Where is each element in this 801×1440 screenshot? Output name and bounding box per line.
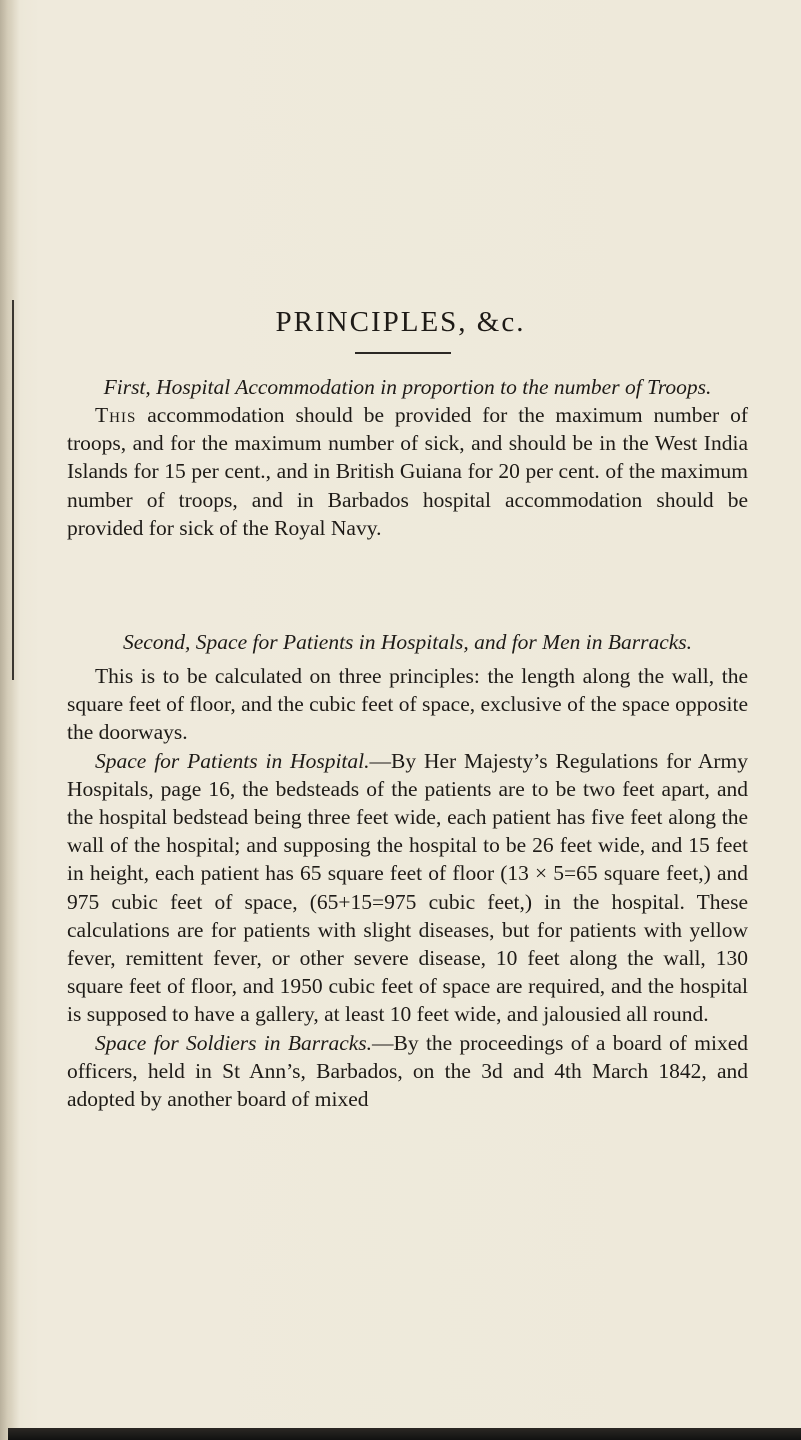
- gutter-line: [12, 300, 14, 680]
- page-bottom-edge: [8, 1428, 801, 1440]
- section-heading-second: Second, Space for Patients in Hospitals, and for Men in Barracks.: [122, 630, 693, 654]
- paragraph-second-3: [67, 1029, 748, 1114]
- paragraph-lead-italic: Space for Patients in Hospital.: [95, 748, 370, 773]
- paragraph-second-1: This is to be calculated on three principles: the length along the wall, the square feet of floor, and the cubic feet of space, exclusive of the space opposite the doorways.: [67, 664, 748, 745]
- page-binding-shadow: [0, 0, 20, 1440]
- title-rule: [355, 352, 451, 354]
- section-heading-first: First, Hospital Accommodation in proportion to the number of Troops.: [103, 375, 712, 399]
- paragraph-lead: This: [95, 403, 137, 427]
- paragraph-first-1: [67, 401, 748, 542]
- paragraph-lead-italic: Space for Soldiers in Barracks.: [95, 1030, 373, 1055]
- paragraph-text: —By Her Majesty’s Regulations for Army Hospitals, page 16, the bedsteads of the patients are to be two feet apart, and the hospital bedstead being three feet wide, each patient has five feet along the wall of the hospital; and supposing the hospital to be 26 feet wide, and 15 feet in height, each patient has 65 square feet of floor (13 × 5=65 square feet,) and 975 cubic feet of space, (65+15=975 cubic feet,) in the hospital. These calculations are for patients with slight diseases, but for patients with yellow fever, remittent fever, or other severe disease, 10 feet along the wall, 130 square feet of floor, and 1950 cubic feet of space are required, and the hospital is supposed to have a gallery, at least 10 feet wide, and jalousied all round.: [67, 748, 748, 1027]
- paragraph-text: —By the proceedings of a board of mixed officers, held in St Ann’s, Barbados, on the 3d and 4th March 1842, and adopted by another board of mixed: [67, 1030, 748, 1112]
- section-second: [67, 628, 748, 1113]
- page-title: PRINCIPLES, &c.: [275, 306, 526, 338]
- section-first: [67, 373, 748, 542]
- paragraph-second-2: [67, 747, 748, 1029]
- paragraph-text: accommodation should be provided for the maximum number of troops, and for the maximum number of sick, and should be in the West India Islands for 15 per cent., and in British Guiana for 20 per cent. of the maximum number of troops, and in Barbados hospital accommodation should be provided for sick of the Royal Navy.: [67, 403, 748, 540]
